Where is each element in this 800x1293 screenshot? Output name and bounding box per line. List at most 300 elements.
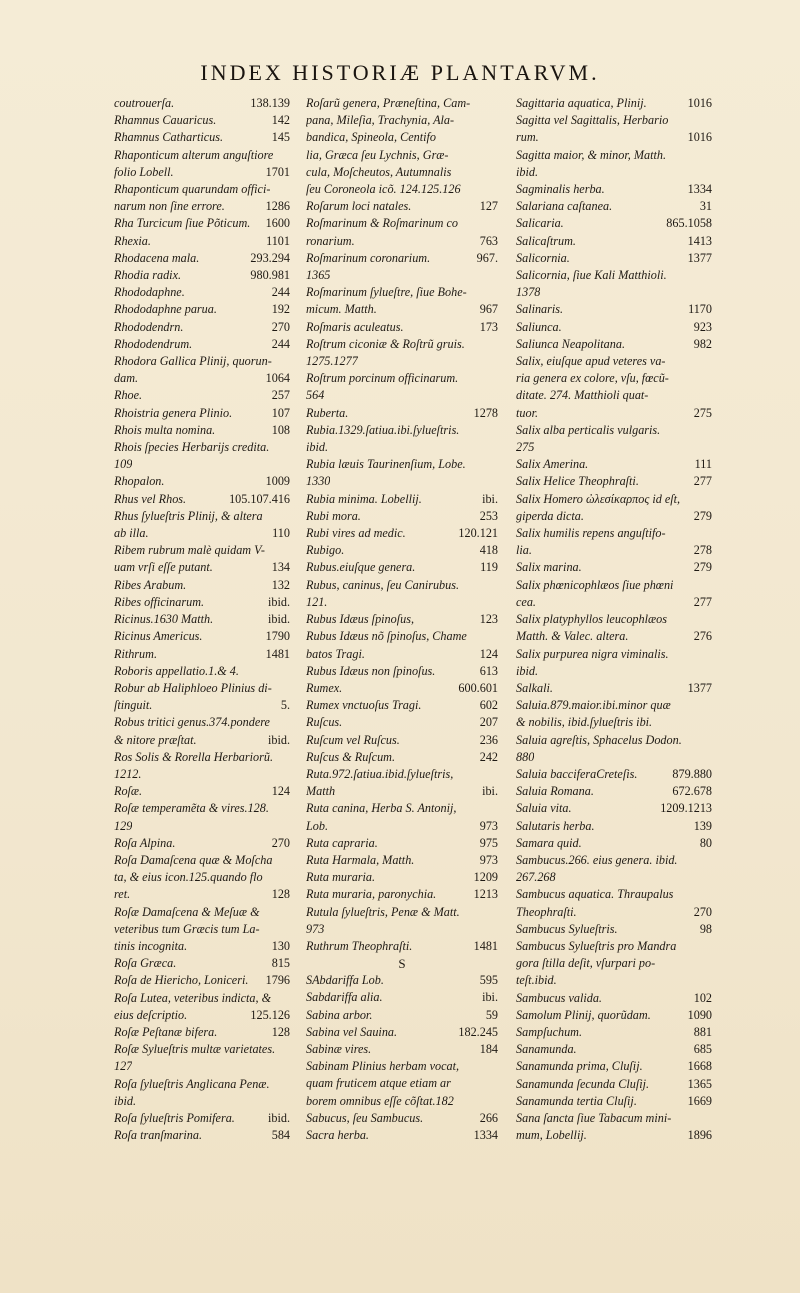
entry-term: Samara quid. [516,835,582,850]
entry-page-ref: 5. [280,698,290,713]
entry-page-ref: 881 [693,1024,712,1039]
index-entry [516,319,712,336]
entry-page-ref: 418 [479,543,498,558]
entry-term: Ruberta. [306,405,349,420]
index-entry [114,284,290,301]
index-entry [516,577,712,594]
index-entry [516,921,712,938]
index-entry [306,491,498,508]
entry-page-ref: 685 [693,1042,712,1057]
index-entry [114,852,290,869]
index-entry [516,422,712,439]
index-entry [114,129,290,146]
index-entry [516,697,712,714]
index-entry [306,663,498,680]
entry-term: pana, Mileſia, Trachynia, Ala- [306,113,455,128]
index-entry [306,1075,498,1092]
entry-term: Rithrum. [114,646,157,661]
entry-term: 1330 [306,474,331,489]
index-entry [114,800,290,817]
entry-term: Roſmarinum & Roſmarinum co [306,216,458,231]
index-entry [306,938,498,955]
entry-term: Salix platyphyllos leucophlæos [516,612,667,627]
entry-page-ref: 595 [479,973,498,988]
entry-term: Roſmarinum ſylueſtre, ſiue Bohe- [306,285,467,300]
entry-term: Ros Solis & Rorella Herbariorũ. [114,749,274,764]
index-column-3 [516,95,712,1144]
index-entry [114,732,290,749]
entry-page-ref: 257 [271,388,290,403]
entry-term: ria genera ex colore, vſu, fœcũ- [516,371,669,386]
entry-page-ref: 130 [271,938,290,953]
entry-term: Rhopalon. [114,474,165,489]
entry-term: Rhus ſylueſtris Plinij, & altera [114,508,263,523]
index-entry [516,1024,712,1041]
index-entry [516,336,712,353]
index-entry [306,164,498,181]
entry-page-ref: 123 [479,612,498,627]
entry-page-ref: 1170 [688,302,712,317]
entry-term: Roſæ. [114,784,143,799]
entry-term: Ruſcus. [306,715,343,730]
index-entry [114,456,290,473]
index-entry [114,353,290,370]
entry-page-ref: 278 [693,543,712,558]
entry-term: rum. [516,130,539,145]
entry-term: Roſæ temperamẽta & vires.128. [114,801,269,816]
entry-term: ditate. 274. Matthioli quat- [516,388,649,403]
index-entry [114,835,290,852]
index-entry [114,886,290,903]
entry-page-ref: 59 [485,1007,498,1022]
index-entry [306,215,498,232]
entry-page-ref: 1896 [687,1128,712,1143]
index-entry [516,990,712,1007]
index-entry [306,577,498,594]
entry-term: batos Tragi. [306,646,365,661]
entry-page-ref: 763 [479,233,498,248]
index-entry [306,904,498,921]
entry-term: Salix Amerina. [516,457,589,472]
entry-term: ibid. [516,164,539,179]
entry-term: Ruta capraria. [306,835,378,850]
entry-term: Rhodacena mala. [114,250,200,265]
entry-page-ref: 1481 [473,938,498,953]
entry-term: ſeu Coroneola icõ. 124.125.126 [306,182,461,197]
entry-term: Roſæ Peſtanæ bifera. [114,1024,218,1039]
index-entry [306,353,498,370]
entry-page-ref: 80 [699,835,712,850]
index-entry [516,491,712,508]
entry-term: Salix, eiuſque apud veteres va- [516,354,666,369]
entry-term: ta, & eius icon.125.quando flo [114,870,263,885]
entry-term: Rhododaphne. [114,285,185,300]
entry-term: Rubi mora. [306,508,361,523]
entry-term: Roſa ſylueſtris Anglicana Penæ. [114,1076,270,1091]
index-entry [306,611,498,628]
entry-term: Rubia.1329.ſatiua.ibi.ſylueſtris. [306,422,460,437]
index-entry [516,800,712,817]
entry-term: narum non ſine errore. [114,199,225,214]
index-entry [516,749,712,766]
entry-term: ibid. [114,1093,137,1108]
index-entry [114,594,290,611]
entry-page-ref: 270 [271,319,290,334]
index-entry [306,319,498,336]
index-entry [114,319,290,336]
entry-term: Rubus Idæus non ſpinoſus. [306,663,436,678]
index-entry [114,714,290,731]
index-entry [306,869,498,886]
entry-term: teſt.ibid. [516,973,557,988]
entry-page-ref: 111 [694,457,712,472]
entry-term: Sambucus.266. eius genera. ibid. [516,852,678,867]
entry-term: Ricinus.1630 Matth. [114,612,214,627]
index-entry [306,1127,498,1144]
entry-page-ref: 128 [271,887,290,902]
entry-term: gora ſtilla deſit, vſurpari po- [516,956,656,971]
entry-term: Rubia læuis Taurinenſium, Lobe. [306,457,466,472]
entry-page-ref: ibi. [482,990,498,1005]
entry-term: 1212. [114,766,142,781]
index-entry [306,336,498,353]
entry-term: Salicaria. [516,216,564,231]
entry-page-ref: 108 [271,422,290,437]
entry-page-ref: 128 [271,1024,290,1039]
index-entry [114,766,290,783]
index-entry [114,1058,290,1075]
entry-term: Rhodia radix. [114,268,182,283]
entry-page-ref: 279 [693,560,712,575]
entry-page-ref: 973 [479,852,498,867]
entry-term: Ruſcus & Ruſcum. [306,749,396,764]
entry-term: cula, Moſcheutos, Autumnalis [306,164,452,179]
index-entry [516,405,712,422]
index-entry [306,95,498,112]
entry-term: bandica, Spineola, Centifo [306,130,436,145]
index-entry [516,508,712,525]
entry-term: Saluia.879.maior.ibi.minor quæ [516,698,671,713]
entry-term: dam. [114,371,139,386]
index-entry [114,869,290,886]
entry-term: 973 [306,921,325,936]
entry-term: borem omnibus eſſe cõſtat.182 [306,1093,454,1108]
entry-term: Ruta muraria, paronychia. [306,887,437,902]
entry-page-ref: 1016 [687,130,712,145]
index-entry [306,198,498,215]
entry-page-ref: 120.121 [458,526,498,541]
index-entry [306,267,498,284]
index-entry [516,1110,712,1127]
entry-term: Rhododendrn. [114,319,184,334]
index-entry [114,972,290,989]
entry-page-ref: 1286 [265,199,290,214]
entry-term: Samolum Plinij, quorũdam. [516,1007,651,1022]
entry-page-ref: 1016 [687,96,712,110]
index-entry [114,577,290,594]
index-entry [516,112,712,129]
index-entry [306,921,498,938]
index-entry [114,542,290,559]
entry-page-ref: 815 [271,956,290,971]
entry-term: 121. [306,594,328,609]
entry-term: Roſtrum ciconiæ & Roſtrũ gruis. [306,336,465,351]
index-entry [306,1093,498,1110]
entry-page-ref: 672.678 [672,784,712,799]
entry-page-ref: 207 [479,715,498,730]
entry-term: ibid. [306,440,329,455]
index-entry [516,147,712,164]
index-entry [516,646,712,663]
entry-page-ref: 1090 [687,1007,712,1022]
index-entry [516,732,712,749]
entry-term: Rhododaphne parua. [114,302,217,317]
index-entry [516,972,712,989]
entry-term: Roſa Lutea, veteribus indicta, & [114,990,272,1005]
entry-term: & nobilis, ibid.ſylueſtris ibi. [516,715,653,730]
entry-term: Ribes officinarum. [114,594,205,609]
entry-term: Sagitta maior, & minor, Matth. [516,147,666,162]
index-entry [114,233,290,250]
entry-term: Robur ab Haliphloeo Plinius di- [114,680,272,695]
entry-page-ref: 602 [479,698,498,713]
entry-page-ref: 1334 [473,1127,498,1142]
index-entry [516,370,712,387]
entry-page-ref: 1413 [687,233,712,248]
entry-page-ref: 138.139 [250,96,290,110]
entry-term: Rhois multa nomina. [114,422,216,437]
index-entry [114,301,290,318]
index-entry [114,405,290,422]
entry-term: 267.268 [516,870,556,885]
index-entry [516,628,712,645]
entry-term: Sanamunda tertia Cluſij. [516,1093,637,1108]
entry-page-ref: 975 [479,835,498,850]
entry-page-ref: 980.981 [250,268,290,283]
index-entry [114,491,290,508]
index-entry [306,628,498,645]
index-entry [516,714,712,731]
index-entry [306,818,498,835]
index-entry [516,353,712,370]
entry-term: 127 [114,1059,133,1074]
entry-term: Sanamunda ſecunda Cluſij. [516,1076,650,1091]
entry-term: 564 [306,388,325,403]
index-entry [306,1024,498,1041]
index-entry [516,301,712,318]
index-entry [516,129,712,146]
entry-term: Roſa Damaſcena quæ & Moſcha [114,852,273,867]
entry-term: 1365 [306,268,331,283]
index-entry [516,439,712,456]
index-entry [306,387,498,404]
entry-page-ref: ibi. [482,491,498,506]
entry-term: Rubus.eiuſque genera. [306,560,416,575]
entry-page-ref: 124 [479,646,498,661]
index-entry [114,439,290,456]
entry-term: Roſæ Sylueſtris multæ varietates. [114,1042,276,1057]
entry-page-ref: 145 [271,130,290,145]
entry-term: Sacra herba. [306,1127,369,1142]
index-entry [516,95,712,112]
entry-page-ref: 1209 [473,870,498,885]
entry-term: tinis incognita. [114,938,188,953]
entry-page-ref: ibid. [267,732,290,747]
index-entry [516,181,712,198]
entry-page-ref: 1213 [473,887,498,902]
index-entry [306,301,498,318]
index-entry [516,215,712,232]
index-entry [516,473,712,490]
index-entry [516,611,712,628]
index-entry [114,611,290,628]
entry-term: Salix humilis repens anguſtifo- [516,526,666,541]
entry-term: Roſarũ genera, Præneſtina, Cam- [306,96,471,110]
index-entry [114,508,290,525]
entry-page-ref: 173 [479,319,498,334]
index-entry [516,542,712,559]
entry-term: Salix phœnicophlæos ſiue phœni [516,577,674,592]
index-entry [114,267,290,284]
entry-term: Roſarum loci natales. [306,199,412,214]
entry-term: Roſmarinum coronarium. [306,250,431,265]
entry-term: Ruta muraria. [306,870,376,885]
entry-page-ref: 110 [272,526,290,541]
index-entry [306,766,498,783]
index-entry [516,869,712,886]
index-entry [306,284,498,301]
index-entry [306,405,498,422]
entry-term: Ribes Arabum. [114,577,187,592]
entry-term: Rumex vnctuoſus Tragi. [306,698,422,713]
entry-page-ref: 125.126 [250,1007,290,1022]
index-entry [306,129,498,146]
entry-term: Salinaris. [516,302,564,317]
entry-term: Saluia vita. [516,801,572,816]
entry-term: Sabina arbor. [306,1007,373,1022]
index-entry [516,904,712,921]
index-entry [516,1076,712,1093]
index-entry [114,646,290,663]
entry-page-ref: 119 [480,560,498,575]
entry-term: Rhoistria genera Plinio. [114,405,233,420]
index-entry [114,525,290,542]
entry-term: Sanamunda prima, Cluſij. [516,1059,643,1074]
index-entry [516,766,712,783]
index-entry [114,1041,290,1058]
entry-term: ret. [114,887,131,902]
index-entry [114,198,290,215]
entry-page-ref: 31 [699,199,712,214]
entry-term: Sampſuchum. [516,1024,583,1039]
entry-term: Rhus vel Rhos. [114,491,187,506]
entry-page-ref: 244 [271,285,290,300]
index-entry [114,1024,290,1041]
entry-page-ref: 105.107.416 [229,491,290,506]
index-entry [114,336,290,353]
entry-term: Ribem rubrum malè quidam V- [114,543,265,558]
entry-term: Rhexia. [114,233,151,248]
entry-page-ref: 1278 [473,405,498,420]
index-entry [114,818,290,835]
entry-term: Rumex. [306,680,343,695]
entry-term: Roſa tranſmarina. [114,1128,203,1143]
index-entry [306,680,498,697]
entry-page-ref: 1365 [687,1076,712,1091]
index-entry [114,1110,290,1127]
entry-page-ref: 1796 [265,973,290,988]
index-entry [516,663,712,680]
entry-term: Roſa ſylueſtris Pomifera. [114,1110,235,1125]
entry-term: 109 [114,457,133,472]
entry-term: Saluia bacciferaCreteſis. [516,766,638,781]
entry-term: Ruthrum Theophraſti. [306,938,413,953]
entry-page-ref: 1009 [265,474,290,489]
entry-page-ref: 132 [271,577,290,592]
index-entry [516,525,712,542]
entry-page-ref: 124 [271,784,290,799]
entry-page-ref: 242 [479,749,498,764]
entry-page-ref: 1377 [687,250,712,265]
entry-term: Rutula ſylueſtris, Penæ & Matt. [306,904,460,919]
index-entry [516,938,712,955]
index-entry [114,1007,290,1024]
entry-term: Rubus Idæus ſpinoſus, [306,612,415,627]
index-entry [516,1041,712,1058]
entry-page-ref: 279 [693,508,712,523]
entry-page-ref: ibid. [267,594,290,609]
entry-page-ref: 1064 [265,371,290,386]
index-entry [306,886,498,903]
index-entry [516,955,712,972]
index-entry [114,1127,290,1144]
entry-term: Rubi vires ad medic. [306,526,406,541]
entry-term: Salicornia. [516,250,570,265]
index-entry [306,989,498,1006]
entry-term: giperda dicta. [516,508,584,523]
index-entry [306,594,498,611]
index-entry [516,680,712,697]
entry-term: eius deſcriptio. [114,1007,188,1022]
entry-term: Sabina vel Sauina. [306,1024,398,1039]
index-entry [114,164,290,181]
index-entry [516,1007,712,1024]
entry-term: Rhoe. [114,388,143,403]
entry-term: mum, Lobellij. [516,1128,587,1143]
index-entry [516,835,712,852]
index-entry [306,525,498,542]
index-entry [306,1110,498,1127]
entry-term: 129 [114,818,133,833]
entry-page-ref: 107 [271,405,290,420]
index-column-2 [306,95,498,1144]
entry-term: Roſmaris aculeatus. [306,319,404,334]
entry-term: Rubus Idæus nõ ſpinoſus, Chame [306,629,467,644]
index-entry [516,559,712,576]
entry-term: uam vrſi eſſe putant. [114,560,213,575]
index-entry [114,955,290,972]
index-entry [516,1127,712,1144]
entry-term: Sanamunda. [516,1042,577,1057]
index-entry [306,250,498,267]
entry-term: Salicaſtrum. [516,233,576,248]
entry-page-ref: 967 [479,302,498,317]
entry-page-ref: 139 [693,818,712,833]
entry-page-ref: 865.1058 [666,216,712,231]
index-entry [516,387,712,404]
entry-term: Saluia Romana. [516,784,594,799]
entry-page-ref: 584 [271,1128,290,1143]
